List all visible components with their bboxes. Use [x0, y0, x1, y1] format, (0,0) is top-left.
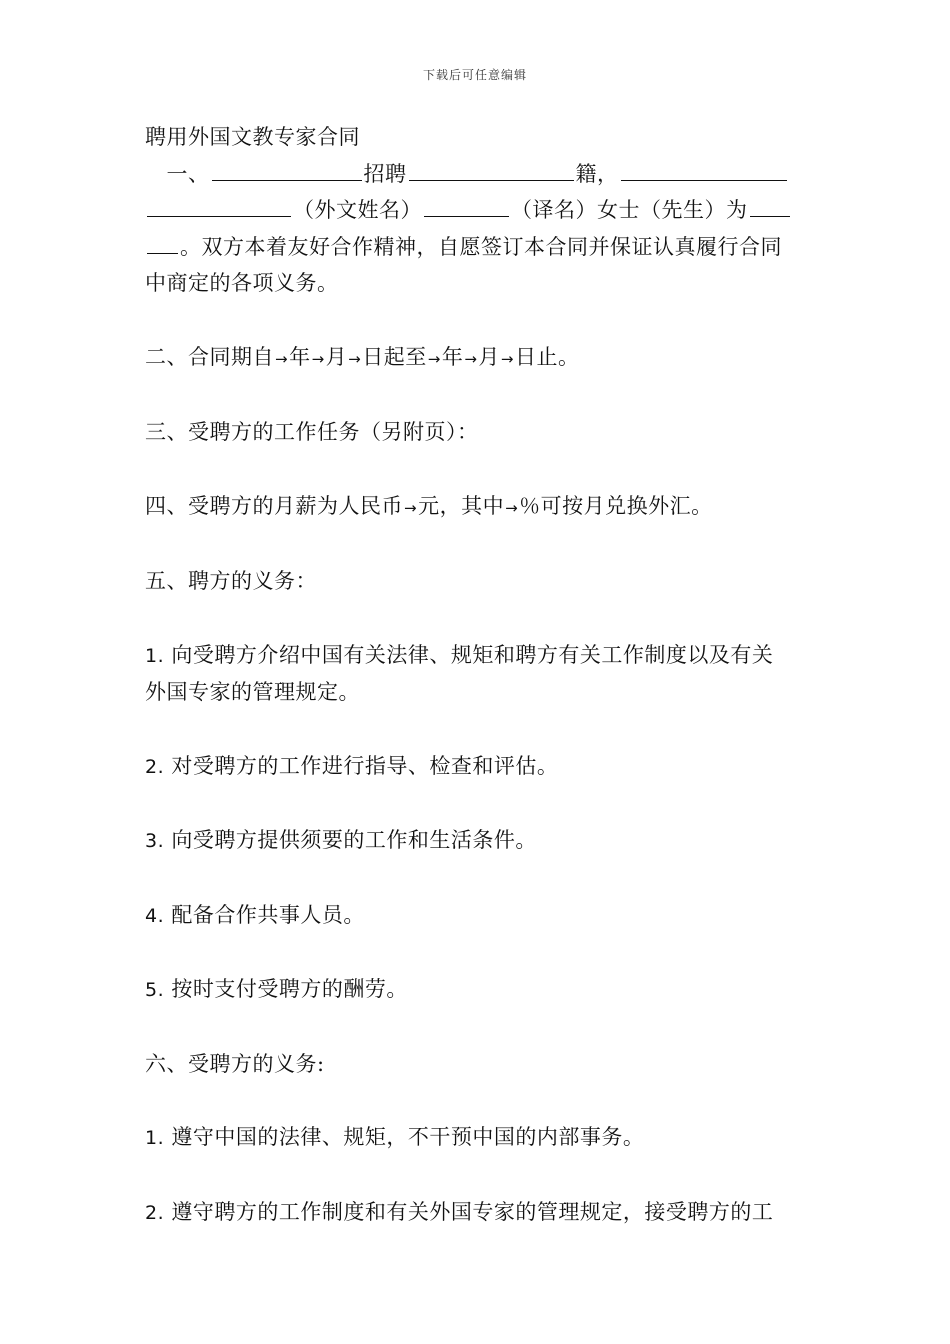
foreign-name-label: （外文姓名） [293, 198, 422, 222]
clause-1-line-2 [145, 192, 809, 229]
arrow-icon: → [464, 349, 478, 368]
clause-1-line-3 [145, 229, 809, 266]
translated-name-label: （译名）女士（先生）为 [511, 198, 748, 222]
recruit-label: 招聘 [363, 161, 407, 186]
clause-5-item-1-cont: 外国专家的管理规定。 [145, 680, 360, 704]
translated-name-blank[interactable] [424, 192, 509, 217]
clause-5-heading: 五、聘方的义务： [145, 569, 317, 593]
clause-5-item-5: 5. 按时支付受聘方的酬劳。 [145, 977, 408, 1001]
clause-5-item-1: 1. 向受聘方介绍中国有关法律、规矩和聘方有关工作制度以及有关 [145, 642, 774, 667]
clause-6-item-1: 1. 遵守中国的法律、规矩，不干预中国的内部事务。 [145, 1125, 645, 1149]
clause-6-heading: 六、受聘方的义务: [145, 1051, 325, 1076]
header-note: 下载后可任意编辑 [422, 68, 527, 82]
clause-2: 二、合同期自→年→月→日起至→年→月→日止。 [145, 344, 580, 369]
arrow-icon: → [505, 498, 519, 517]
arrow-icon: → [500, 349, 514, 368]
clause-4: 四、受聘方的月薪为人民币→元，其中→％可按月兑换外汇。 [145, 493, 713, 518]
arrow-icon: → [311, 349, 325, 368]
clause-1-line-4: 中商定的各项义务。 [145, 271, 339, 295]
contract-body [145, 119, 809, 1231]
clause-5-item-3: 3. 向受聘方提供须要的工作和生活条件。 [145, 828, 537, 852]
clause-3: 三、受聘方的工作任务（另附页）： [145, 420, 479, 444]
employer-blank[interactable] [212, 156, 362, 181]
position-blank-1[interactable] [750, 192, 790, 217]
clause-6-item-2: 2. 遵守聘方的工作制度和有关外国专家的管理规定，接受聘方的工 [145, 1199, 774, 1224]
foreign-name-blank-2[interactable] [147, 192, 291, 217]
arrow-icon: → [275, 349, 289, 368]
arrow-icon: → [404, 498, 418, 517]
contract-title: 聘用外国文教专家合同 [145, 125, 360, 149]
foreign-name-blank-1[interactable] [621, 156, 787, 181]
clause-1-text: 。双方本着友好合作精神，自愿签订本合同并保证认真履行合同 [180, 234, 782, 259]
position-blank-2[interactable] [147, 229, 178, 254]
arrow-icon: → [348, 349, 362, 368]
clause-1-line-1 [145, 156, 809, 193]
clause-5-item-2: 2. 对受聘方的工作进行指导、检查和评估。 [145, 753, 559, 778]
clause-1-prefix: 一、 [166, 161, 210, 186]
nationality-label: 籍， [575, 161, 619, 186]
clause-5-item-4: 4. 配备合作共事人员。 [145, 902, 365, 927]
arrow-icon: → [427, 349, 441, 368]
nationality-blank[interactable] [409, 156, 574, 181]
